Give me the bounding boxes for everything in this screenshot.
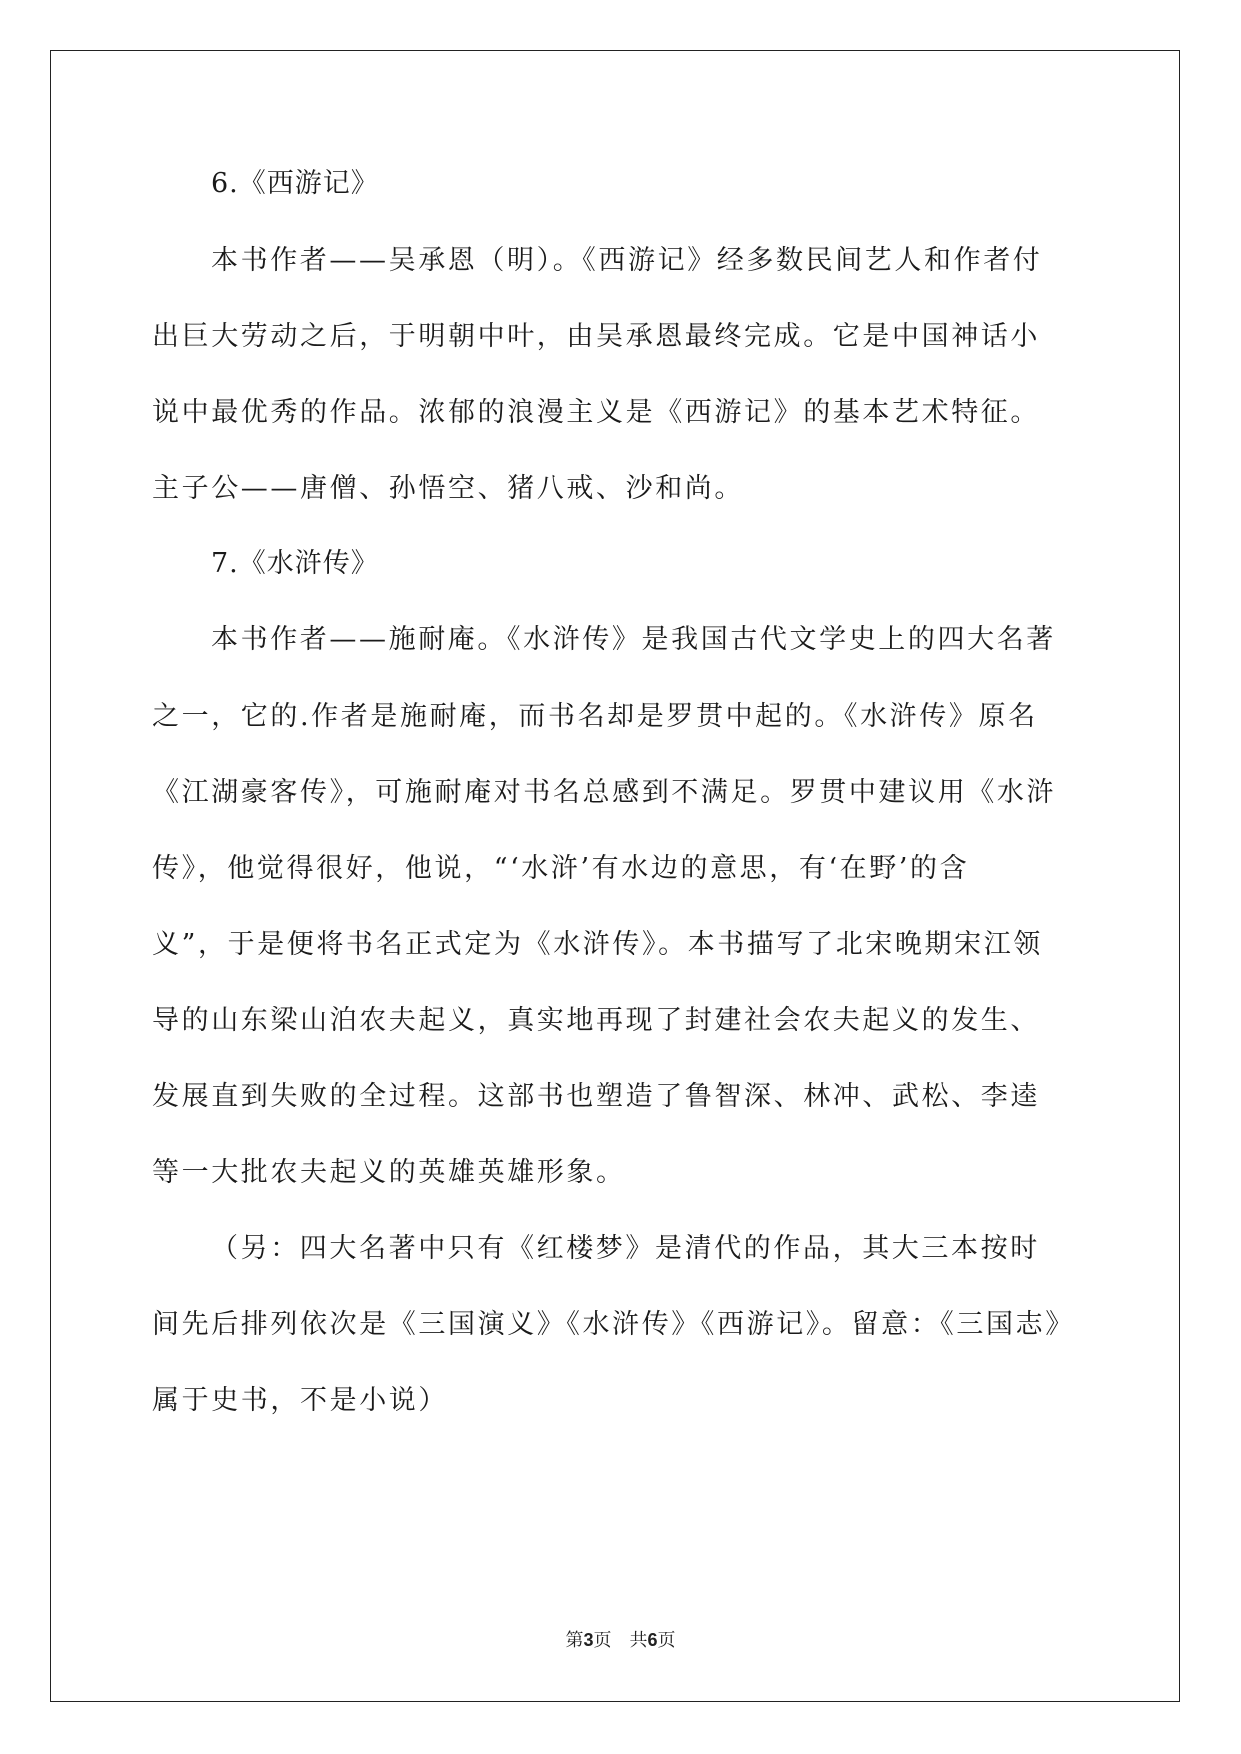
paragraph-line: 之一，它的.作者是施耐庵，而书名却是罗贯中起的。《水浒传》原名 — [152, 701, 1038, 732]
paragraph-line: 导的山东梁山泊农夫起义，真实地再现了封建社会农夫起义的发生、 — [152, 1005, 1040, 1036]
paragraph-line: 说中最优秀的作品。浓郁的浪漫主义是《西游记》的基本艺术特征。 — [152, 397, 1040, 428]
footer-suffix: 页 — [657, 1630, 676, 1651]
note-line: （另：四大名著中只有《红楼梦》是清代的作品，其大三本按时 — [211, 1233, 1040, 1264]
note-line: 间先后排列依次是《三国演义》《水浒传》《西游记》。留意：《三国志》 — [152, 1309, 1075, 1340]
section-heading-shuihuzhuan: 7.《水浒传》 — [211, 548, 379, 579]
paragraph-line: 本书作者——施耐庵。《水浒传》是我国古代文学史上的四大名著 — [211, 624, 1056, 655]
current-page-number: 3 — [583, 1630, 594, 1650]
total-pages-number: 6 — [647, 1630, 658, 1650]
paragraph-line: 主子公——唐僧、孙悟空、猪八戒、沙和尚。 — [152, 473, 744, 504]
paragraph-line: 出巨大劳动之后，于明朝中叶，由吴承恩最终完成。它是中国神话小 — [152, 321, 1040, 352]
paragraph-line: 《江湖豪客传》，可施耐庵对书名总感到不满足。罗贯中建议用《水浒 — [152, 777, 1057, 808]
footer-middle: 页 共 — [593, 1630, 648, 1651]
paragraph-line: 义”，于是便将书名正式定为《水浒传》。本书描写了北宋晚期宋江领 — [152, 929, 1043, 960]
paragraph-line: 等一大批农夫起义的英雄英雄形象。 — [152, 1157, 626, 1188]
page-footer — [0, 1628, 1241, 1653]
paragraph-line: 发展直到失败的全过程。这部书也塑造了鲁智深、林冲、武松、李逵 — [152, 1081, 1040, 1112]
note-line: 属于史书，不是小说） — [152, 1385, 448, 1416]
paragraph-line: 本书作者——吴承恩（明）。《西游记》经多数民间艺人和作者付 — [211, 245, 1043, 276]
section-heading-xiyouji: 6.《西游记》 — [211, 168, 379, 199]
paragraph-line: 传》，他觉得很好，他说，“‘水浒’有水边的意思，有‘在野’的含 — [152, 853, 970, 884]
footer-prefix: 第 — [565, 1630, 584, 1651]
